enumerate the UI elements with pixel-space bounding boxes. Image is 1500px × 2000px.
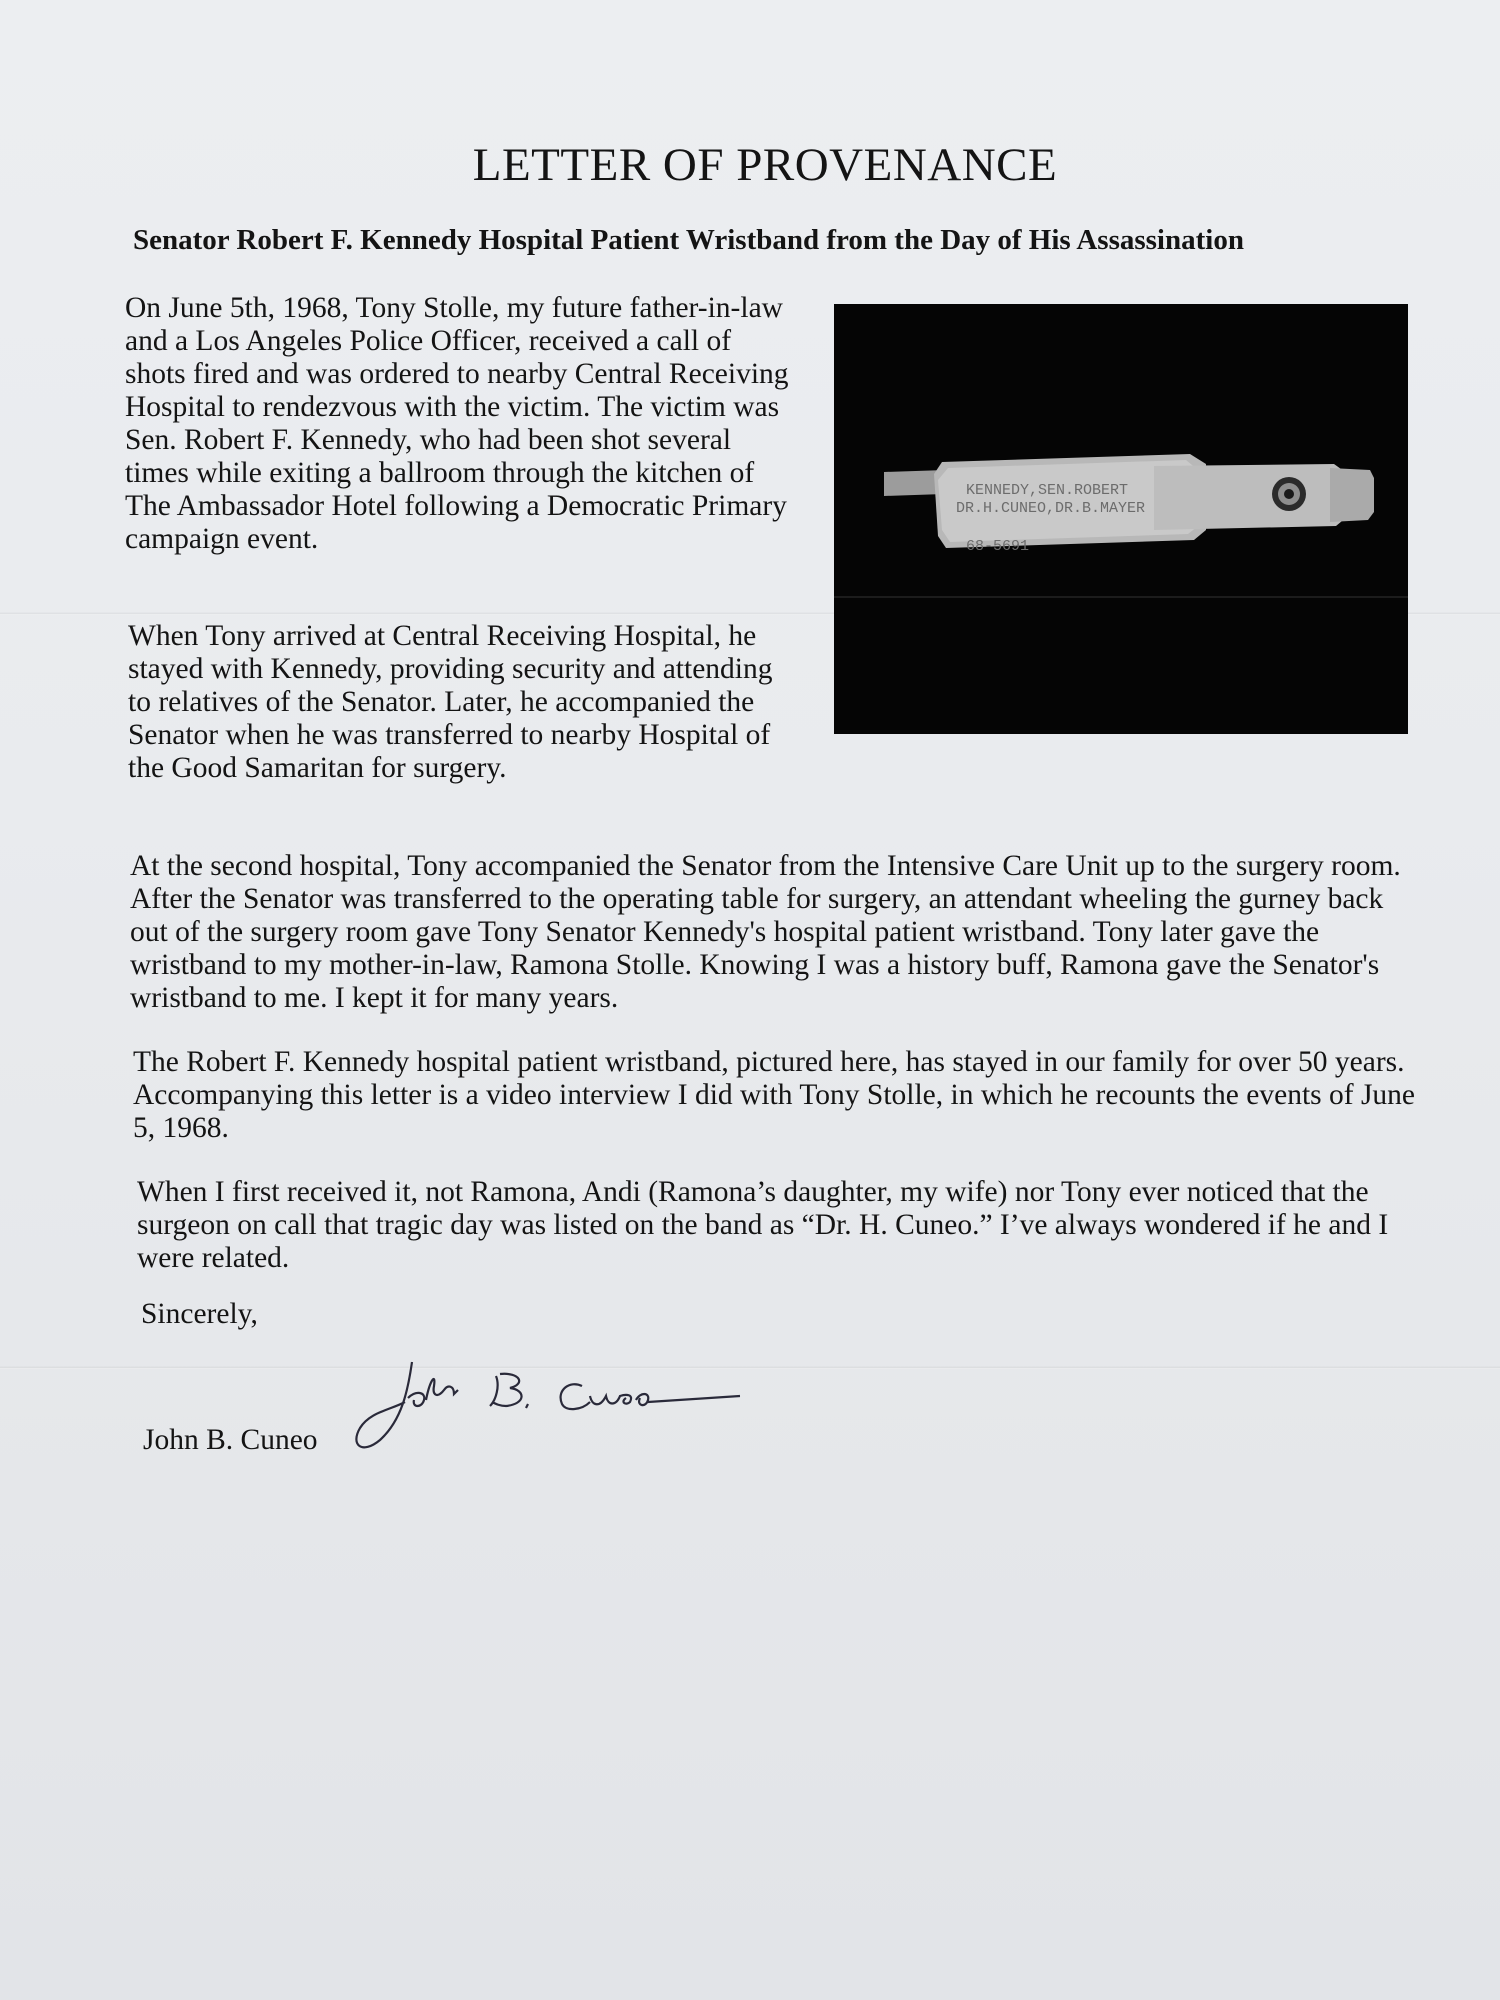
paragraph-3: At the second hospital, Tony accompanied the Senator from the Intensive Care Unit up to the surgery room. After the Senator was transferred to the operating table for surgery, an attendant wheeling the gurney back out of the surgery room gave Tony Senator Kennedy's hospital patient wristband. Tony later gave the wristband to my mother-in-law, Ramona Stolle. Knowing I was a history buff, Ramona gave the Senator's wristband to me. I kept it for many years. — [130, 850, 1401, 1014]
wristband-photo — [834, 304, 1408, 734]
letter-subtitle: Senator Robert F. Kennedy Hospital Patient Wristband from the Day of His Assassination — [133, 224, 1244, 256]
wristband-line-3: 68-5691 — [966, 538, 1030, 555]
paragraph-1: On June 5th, 1968, Tony Stolle, my future father-in-law and a Los Angeles Police Officer, received a call of shots fired and was ordered to nearby Central Receiving Hospital to rendezvous with the victim. The victim was Sen. Robert F. Kennedy, who had been shot several times while exiting a ballroom through the kitchen of The Ambassador Hotel following a Democratic Primary campaign event. — [125, 292, 789, 555]
letter-title: LETTER OF PROVENANCE — [472, 139, 1058, 191]
handwritten-signature — [350, 1350, 850, 1460]
paragraph-5: When I first received it, not Ramona, Andi (Ramona’s daughter, my wife) nor Tony ever noticed that the surgeon on call that tragic day was listed on the band as “Dr. H. Cuneo.” I’ve always wondered if he and I were related. — [137, 1176, 1389, 1274]
wristband-image — [834, 304, 1408, 734]
signer-name: John B. Cuneo — [143, 1424, 318, 1456]
wristband-line-1: KENNEDY,SEN.ROBERT — [966, 482, 1129, 499]
paragraph-2: When Tony arrived at Central Receiving Hospital, he stayed with Kennedy, providing security and attending to relatives of the Senator. Later, he accompanied the Senator when he was transferred to nearby Hospital of the Good Samaritan for surgery. — [128, 620, 773, 784]
wristband-line-2: DR.H.CUNEO,DR.B.MAYER — [956, 500, 1146, 517]
paragraph-4: The Robert F. Kennedy hospital patient wristband, pictured here, has stayed in our family for over 50 years. Accompanying this letter is a video interview I did with Tony Stolle, in which he recounts the events of June 5, 1968. — [133, 1046, 1416, 1144]
closing: Sincerely, — [141, 1298, 258, 1330]
